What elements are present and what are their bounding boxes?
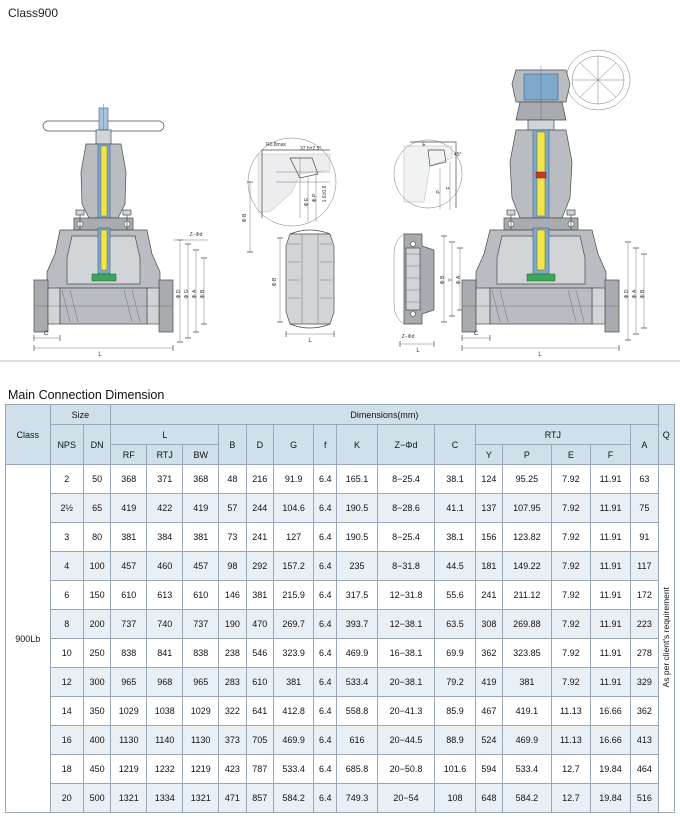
table-row [6,668,675,697]
cell-p: 149.22 [503,552,552,581]
cell-f: 6.4 [314,581,337,610]
svg-text:Φ D: Φ D [624,289,630,299]
th-a: A [631,425,658,465]
cell-dn: 80 [83,523,110,552]
cell-y: 467 [475,697,502,726]
cell-f2: 11.91 [590,610,630,639]
cell-bw: 1219 [183,755,219,784]
cell-p: 123.82 [503,523,552,552]
cell-b: 322 [219,697,246,726]
cell-nps: 18 [50,755,83,784]
cell-rf: 419 [111,494,147,523]
svg-text:Φ P: Φ P [312,193,318,203]
left-valve-drawing [34,104,208,358]
svg-text:E: E [422,142,426,148]
cell-nps: 8 [50,610,83,639]
table-row [6,581,675,610]
table-row [6,784,675,813]
table-body [6,465,675,813]
svg-text:Φ B: Φ B [440,275,446,285]
cell-k: 235 [337,552,377,581]
dim-label-l: L [98,352,102,358]
cell-f: 6.4 [314,552,337,581]
cell-rf: 965 [111,668,147,697]
cell-c: 41.1 [435,494,475,523]
cell-bw: 381 [183,523,219,552]
cell-a: 329 [631,668,658,697]
cell-dn: 200 [83,610,110,639]
cell-b: 471 [219,784,246,813]
cell-rtj_l: 1038 [147,697,183,726]
cell-b: 238 [219,639,246,668]
cell-dn: 350 [83,697,110,726]
cell-rtj_l: 422 [147,494,183,523]
th-l: L [111,425,219,445]
cell-f: 6.4 [314,726,337,755]
cell-b: 146 [219,581,246,610]
cell-zd: 12−31.8 [377,581,435,610]
cell-zd: 8−25.4 [377,465,435,494]
cell-rf: 381 [111,523,147,552]
cell-b: 57 [219,494,246,523]
cell-y: 524 [475,726,502,755]
cell-c: 38.1 [435,523,475,552]
cell-rtj_l: 613 [147,581,183,610]
svg-text:F: F [446,186,452,190]
cell-e: 7.92 [551,494,590,523]
cell-bw: 737 [183,610,219,639]
th-p: P [503,445,552,465]
svg-text:L: L [538,352,542,358]
cell-rtj_l: 1140 [147,726,183,755]
cell-f2: 16.66 [590,697,630,726]
cell-nps: 16 [50,726,83,755]
cell-nps: 14 [50,697,83,726]
cell-d: 381 [246,581,273,610]
svg-text:P: P [436,190,442,194]
header-row-2 [6,425,675,445]
cell-bw: 610 [183,581,219,610]
cell-q-value [658,465,674,813]
cell-rtj_l: 1334 [147,784,183,813]
cell-e: 7.92 [551,523,590,552]
cell-rtj_l: 1232 [147,755,183,784]
table-row [6,552,675,581]
table-head [6,405,675,465]
cell-f: 6.4 [314,668,337,697]
svg-text:37.5±2.5°: 37.5±2.5° [300,146,322,152]
th-bw: BW [183,445,219,465]
cell-e: 12.7 [551,755,590,784]
table-row [6,697,675,726]
cell-g: 533.4 [274,755,314,784]
svg-text:Φ A: Φ A [632,289,638,299]
cell-b: 48 [219,465,246,494]
th-d: D [246,425,273,465]
svg-text:Φ G: Φ G [184,289,190,299]
cell-rtj_l: 460 [147,552,183,581]
cell-f: 6.4 [314,494,337,523]
th-dn: DN [83,425,110,465]
table-row [6,726,675,755]
cell-d: 470 [246,610,273,639]
cell-dn: 500 [83,784,110,813]
cell-y: 594 [475,755,502,784]
svg-text:C: C [473,331,479,337]
cell-k: 190.5 [337,494,377,523]
cell-g: 381 [274,668,314,697]
cell-b: 190 [219,610,246,639]
cell-a: 413 [631,726,658,755]
svg-text:45°: 45° [454,152,462,158]
cell-f2: 11.91 [590,494,630,523]
cell-p: 381 [503,668,552,697]
svg-text:R0.8max: R0.8max [265,142,287,148]
cell-zd: 20−38.1 [377,668,435,697]
cell-k: 190.5 [337,523,377,552]
cell-nps: 6 [50,581,83,610]
cell-e: 7.92 [551,610,590,639]
cell-bw: 419 [183,494,219,523]
th-size: Size [50,405,111,425]
svg-text:Φ A: Φ A [456,275,462,285]
th-nps: NPS [50,425,83,465]
page-title: Class900 [8,6,59,20]
cell-c: 79.2 [435,668,475,697]
cell-f: 6.4 [314,755,337,784]
cell-y: 241 [475,581,502,610]
cell-b: 283 [219,668,246,697]
cell-a: 278 [631,639,658,668]
cell-d: 610 [246,668,273,697]
cell-f2: 11.91 [590,523,630,552]
cell-zd: 8−28.6 [377,494,435,523]
cell-c: 69.9 [435,639,475,668]
cell-g: 269.7 [274,610,314,639]
cell-zd: 8−31.8 [377,552,435,581]
svg-text:Φ B: Φ B [200,289,206,299]
th-rtj-l: RTJ [147,445,183,465]
cell-rf: 1321 [111,784,147,813]
cell-e: 7.92 [551,552,590,581]
cell-y: 362 [475,639,502,668]
cell-rf: 1029 [111,697,147,726]
cell-d: 641 [246,697,273,726]
th-class: Class [6,405,51,465]
svg-text:Z−Φd: Z−Φd [401,334,415,340]
header-row-1 [6,405,675,425]
svg-text:Y: Y [448,278,454,282]
cell-d: 787 [246,755,273,784]
cell-p: 419.1 [503,697,552,726]
cell-f: 6.4 [314,639,337,668]
cell-g: 215.9 [274,581,314,610]
th-k: K [337,425,377,465]
svg-text:Φ B: Φ B [272,277,278,287]
cell-k: 165.1 [337,465,377,494]
valve-technical-drawing [0,22,680,362]
cell-b: 98 [219,552,246,581]
cell-g: 412.8 [274,697,314,726]
dim-label-c: C [43,331,49,337]
cell-d: 216 [246,465,273,494]
th-c: C [435,425,475,465]
cell-c: 44.5 [435,552,475,581]
cell-rf: 737 [111,610,147,639]
cell-c: 108 [435,784,475,813]
cell-f: 6.4 [314,465,337,494]
svg-text:Φ B: Φ B [640,289,646,299]
q-value-text: As per client's requirement [661,587,672,688]
cell-dn: 250 [83,639,110,668]
th-b: B [219,425,246,465]
cell-p: 533.4 [503,755,552,784]
cell-rf: 1130 [111,726,147,755]
cell-y: 181 [475,552,502,581]
bw-end-detail [272,230,334,344]
cell-a: 464 [631,755,658,784]
cell-e: 7.92 [551,581,590,610]
cell-bw: 1130 [183,726,219,755]
cell-g: 469.9 [274,726,314,755]
cell-dn: 65 [83,494,110,523]
th-zd: Z−Φd [377,425,435,465]
cell-b: 73 [219,523,246,552]
cell-rf: 457 [111,552,147,581]
cell-rtj_l: 841 [147,639,183,668]
cell-zd: 20−50.8 [377,755,435,784]
cell-p: 269.88 [503,610,552,639]
cell-b: 373 [219,726,246,755]
cell-dn: 100 [83,552,110,581]
cell-k: 533.4 [337,668,377,697]
th-rtj: RTJ [475,425,631,445]
cell-p: 211.12 [503,581,552,610]
cell-bw: 1029 [183,697,219,726]
cell-p: 584.2 [503,784,552,813]
cell-zd: 8−25.4 [377,523,435,552]
cell-rf: 838 [111,639,147,668]
svg-text:Φ A: Φ A [192,289,198,299]
cell-k: 317.5 [337,581,377,610]
cell-c: 85.9 [435,697,475,726]
table-row [6,494,675,523]
cell-f2: 11.91 [590,668,630,697]
cell-e: 12.7 [551,784,590,813]
cell-dn: 50 [83,465,110,494]
cell-bw: 965 [183,668,219,697]
cell-k: 616 [337,726,377,755]
cell-dn: 450 [83,755,110,784]
cell-g: 157.2 [274,552,314,581]
cell-g: 104.6 [274,494,314,523]
cell-rtj_l: 384 [147,523,183,552]
cell-f: 6.4 [314,784,337,813]
cell-d: 705 [246,726,273,755]
cell-p: 95.25 [503,465,552,494]
cell-nps: 4 [50,552,83,581]
cell-k: 558.8 [337,697,377,726]
svg-text:Φ D: Φ D [176,289,182,299]
cell-zd: 20−54 [377,784,435,813]
cell-d: 241 [246,523,273,552]
th-q: Q [658,405,674,465]
cell-g: 127 [274,523,314,552]
cell-g: 323.9 [274,639,314,668]
cell-nps: 2½ [50,494,83,523]
cell-e: 11.13 [551,726,590,755]
cell-f2: 11.91 [590,639,630,668]
th-g: G [274,425,314,465]
cell-k: 393.7 [337,610,377,639]
cell-a: 75 [631,494,658,523]
cell-y: 124 [475,465,502,494]
cell-a: 117 [631,552,658,581]
cell-rtj_l: 371 [147,465,183,494]
cell-g: 584.2 [274,784,314,813]
cell-d: 292 [246,552,273,581]
cell-e: 7.92 [551,668,590,697]
cell-nps: 2 [50,465,83,494]
cell-k: 749.3 [337,784,377,813]
th-f2: F [590,445,630,465]
cell-f2: 19.84 [590,755,630,784]
main-connection-dimension-table [5,404,675,813]
table-row [6,639,675,668]
cell-c: 55.6 [435,581,475,610]
flange-view [394,234,463,354]
cell-f2: 11.91 [590,552,630,581]
cell-nps: 20 [50,784,83,813]
table-row [6,465,675,494]
cell-b: 423 [219,755,246,784]
cell-nps: 3 [50,523,83,552]
svg-text:L: L [308,338,312,344]
cell-nps: 12 [50,668,83,697]
table-row [6,755,675,784]
cell-e: 7.92 [551,465,590,494]
cell-rf: 610 [111,581,147,610]
flange-face-detail [394,140,462,210]
cell-f: 6.4 [314,697,337,726]
cell-d: 857 [246,784,273,813]
right-valve-drawing [462,50,647,358]
cell-a: 63 [631,465,658,494]
svg-text:L: L [416,348,420,354]
table-row [6,610,675,639]
svg-text:Φ B: Φ B [242,213,248,223]
cell-f2: 11.91 [590,465,630,494]
th-e: E [551,445,590,465]
cell-rf: 1219 [111,755,147,784]
cell-bw: 1321 [183,784,219,813]
cell-a: 91 [631,523,658,552]
cell-a: 516 [631,784,658,813]
th-f: f [314,425,337,465]
th-y: Y [475,445,502,465]
th-dimensions: Dimensions(mm) [111,405,658,425]
cell-a: 223 [631,610,658,639]
cell-bw: 457 [183,552,219,581]
cell-rf: 368 [111,465,147,494]
cell-g: 91.9 [274,465,314,494]
cell-y: 137 [475,494,502,523]
cell-dn: 400 [83,726,110,755]
cell-e: 7.92 [551,639,590,668]
cell-d: 244 [246,494,273,523]
cell-y: 308 [475,610,502,639]
cell-f: 6.4 [314,523,337,552]
cell-c: 63.5 [435,610,475,639]
th-rf: RF [111,445,147,465]
cell-zd: 16−38.1 [377,639,435,668]
cell-dn: 150 [83,581,110,610]
cell-class-value: 900Lb [6,465,51,813]
svg-text:Φ E: Φ E [304,197,310,207]
cell-zd: 20−44.5 [377,726,435,755]
cell-c: 38.1 [435,465,475,494]
svg-text:1.6±0.8: 1.6±0.8 [322,185,328,203]
cell-a: 362 [631,697,658,726]
section-title: Main Connection Dimension [8,388,165,402]
cell-k: 469.9 [337,639,377,668]
svg-text:Z−Φd: Z−Φd [189,232,203,238]
cell-f: 6.4 [314,610,337,639]
cell-y: 419 [475,668,502,697]
cell-k: 685.8 [337,755,377,784]
cell-p: 107.95 [503,494,552,523]
cell-y: 156 [475,523,502,552]
cell-rtj_l: 740 [147,610,183,639]
cell-zd: 20−41.3 [377,697,435,726]
cell-bw: 838 [183,639,219,668]
cell-dn: 300 [83,668,110,697]
cell-y: 648 [475,784,502,813]
cell-bw: 368 [183,465,219,494]
cell-p: 323.85 [503,639,552,668]
cell-c: 88.9 [435,726,475,755]
cell-p: 469.9 [503,726,552,755]
cell-nps: 10 [50,639,83,668]
cell-rtj_l: 968 [147,668,183,697]
cell-c: 101.6 [435,755,475,784]
cell-f2: 11.91 [590,581,630,610]
cell-a: 172 [631,581,658,610]
cell-d: 546 [246,639,273,668]
cell-f2: 16.66 [590,726,630,755]
table-row [6,523,675,552]
cell-f2: 19.84 [590,784,630,813]
cell-zd: 12−38.1 [377,610,435,639]
cell-e: 11.13 [551,697,590,726]
